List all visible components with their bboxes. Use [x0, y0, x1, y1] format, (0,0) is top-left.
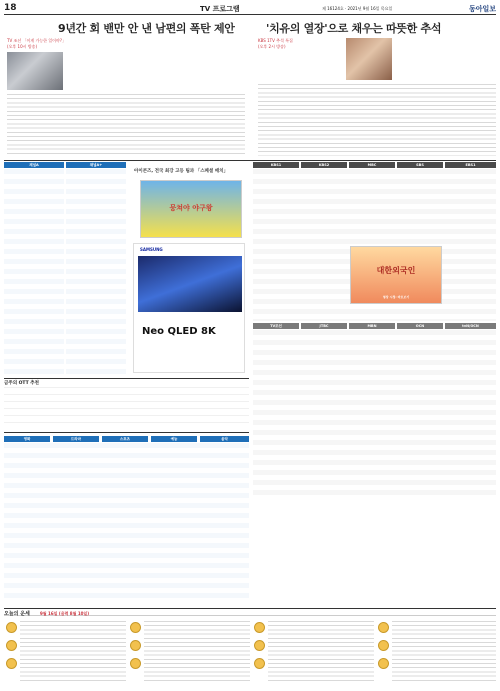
- channel-header-channela-plus: 채널A+: [66, 162, 126, 168]
- zodiac-icon: [378, 640, 389, 651]
- fortune-header: [4, 608, 496, 616]
- right-article-kicker: [258, 38, 293, 50]
- schedule-grid-channela-plus: [66, 169, 126, 375]
- fortune-text-col-3: [268, 621, 374, 681]
- drama-headline: 아이콘즈, 전국 최강 고등 팀과 「스페셜 매치」: [134, 169, 229, 174]
- channel-header-mbc: MBC: [349, 162, 395, 168]
- zodiac-icon: [130, 640, 141, 651]
- right-article-photo: [346, 38, 392, 80]
- zodiac-icon: [6, 658, 17, 669]
- ott-recommend-title: 금주의 OTT 추천: [4, 381, 39, 386]
- channel-header-ebs1: EBS1: [445, 162, 496, 168]
- schedule-grid-channela: [4, 169, 64, 375]
- poster-baseball: [140, 180, 242, 238]
- category-movie: 영화: [4, 436, 50, 442]
- fortune-text-col-2: [144, 621, 250, 681]
- page-header: [4, 3, 496, 15]
- fortune-date: 9월 16일 (음력 8월 10일): [40, 610, 90, 616]
- newspaper-logo: 동아일보: [468, 5, 496, 13]
- left-kicker-line-1: TV 조선 「이게 가능한 일이야?」: [7, 38, 67, 43]
- samsung-brand: SAMSUNG: [140, 247, 163, 252]
- poster-foreigner-sub: 영상 시청: 바로보기: [382, 295, 410, 299]
- right-kicker-line-1: KBS 1TV 추석 특집: [258, 38, 293, 43]
- channel-header-mbn: MBN: [349, 323, 395, 329]
- poster-foreigner: [350, 246, 442, 304]
- divider: [4, 160, 496, 161]
- fortune-body: [4, 618, 496, 688]
- channel-header-jtbc: JTBC: [301, 323, 347, 329]
- zodiac-icon: [254, 640, 265, 651]
- schedule-grid-lower: [253, 330, 496, 498]
- category-music: 음악: [200, 436, 249, 442]
- zodiac-icon: [378, 658, 389, 669]
- category-entertainment: 예능: [151, 436, 197, 442]
- channel-header-tvn: tvN/OCN: [445, 323, 496, 329]
- section-title: TV 프로그램: [200, 5, 240, 13]
- zodiac-icon: [6, 640, 17, 651]
- left-article-kicker: [7, 38, 66, 50]
- poster-baseball-title: 뭉쳐야 야구왕: [169, 204, 213, 212]
- channel-header-ocn: OCN: [397, 323, 443, 329]
- channel-header-channela: 채널A: [4, 162, 64, 168]
- samsung-ad: [133, 243, 245, 373]
- left-article-body: [7, 94, 245, 156]
- fortune-title: 오늘의 운세: [4, 611, 30, 617]
- samsung-product: Neo QLED 8K: [142, 326, 216, 337]
- channel-header-tvchosun: TV조선: [253, 323, 299, 329]
- right-kicker-line-2: (오후 2시 방송): [258, 44, 286, 49]
- zodiac-icon: [254, 658, 265, 669]
- right-article-body: [258, 84, 496, 156]
- category-grid: [4, 443, 249, 603]
- date-line: 제 16124호 · 2021년 9월 16일 목요일: [322, 6, 393, 11]
- divider: [4, 378, 249, 379]
- left-article-headline: 9년간 회 밴만 안 낸 남편의 폭탄 제안: [58, 22, 235, 35]
- zodiac-icon: [130, 622, 141, 633]
- zodiac-icon: [254, 622, 265, 633]
- divider: [4, 432, 249, 433]
- zodiac-icon: [378, 622, 389, 633]
- left-kicker-line-2: (오후 10시 방송): [7, 44, 38, 49]
- channel-header-sbs: SBS: [397, 162, 443, 168]
- category-sports: 스포츠: [102, 436, 148, 442]
- poster-foreigner-title: 대한외국인: [376, 266, 416, 275]
- channel-header-kbs2: KBS2: [301, 162, 347, 168]
- right-article-headline: '치유의 열장'으로 채우는 따뜻한 추석: [266, 22, 442, 35]
- fortune-text-col-4: [392, 621, 496, 681]
- fortune-text-col-1: [20, 621, 126, 681]
- channel-header-kbs1: KBS1: [253, 162, 299, 168]
- ott-grid: [4, 387, 249, 429]
- category-drama: 드라마: [53, 436, 99, 442]
- left-article-photo: [7, 52, 63, 90]
- samsung-tv-image: [138, 256, 242, 312]
- zodiac-icon: [6, 622, 17, 633]
- page-number: 18: [4, 3, 17, 13]
- zodiac-icon: [130, 658, 141, 669]
